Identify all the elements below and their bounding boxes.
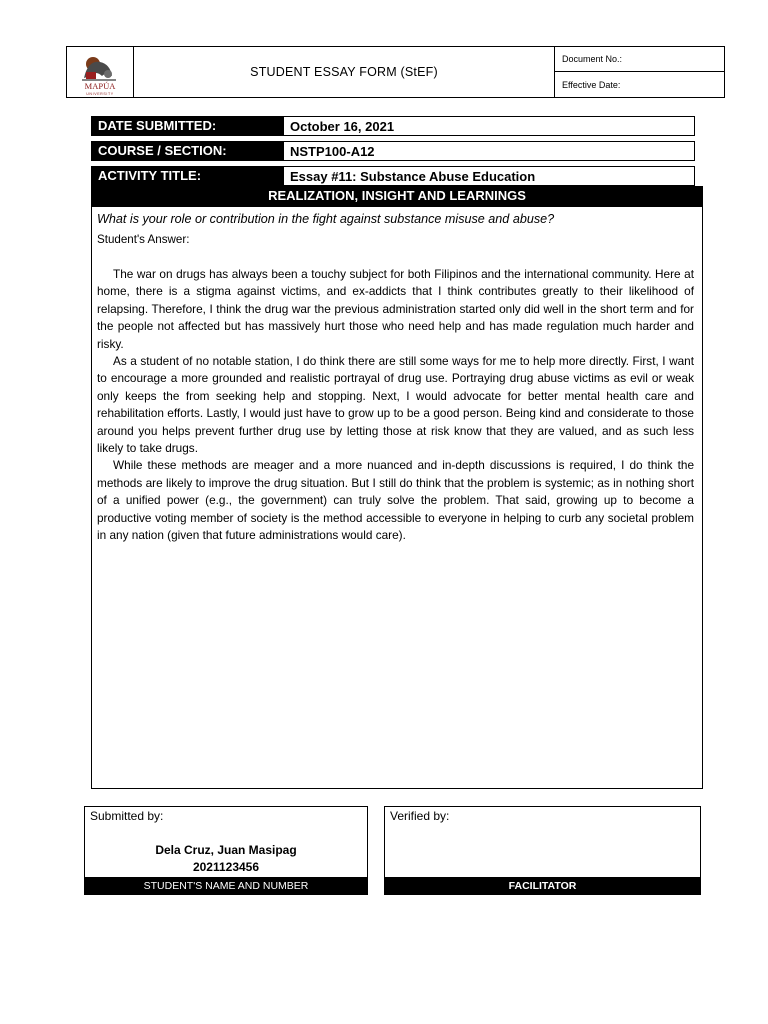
student-name: Dela Cruz, Juan Masipag	[155, 843, 297, 857]
essay-question: What is your role or contribution in the fight against substance misuse and abuse?	[97, 212, 555, 226]
form-title: STUDENT ESSAY FORM (StEF)	[250, 65, 438, 79]
logo-subtext: UNIVERSITY	[86, 92, 114, 96]
activity-title-label: ACTIVITY TITLE:	[91, 166, 284, 186]
seal-icon	[66, 46, 134, 98]
submitted-by-label: Submitted by:	[90, 809, 164, 823]
effective-date-label: Effective Date:	[562, 80, 621, 90]
document-no-label: Document No.:	[554, 46, 725, 72]
student-number: 2021123456	[192, 860, 260, 874]
logo-text: MAPÚA	[84, 81, 116, 91]
essay-paragraph: While these methods are meager and a more nuanced and in-depth discussions is required, I do think the methods are likely to improve the drug situation. But I still do think that the problem is systemic; as in nothing short of a unified power (e.g., the government) can truly solve the problem. That said, growing up to become a productive voting member of society is the method accessible to everyone in helping to curb any societal problem in any nation (given that future administrations would care).	[97, 458, 694, 543]
date-submitted-label: DATE SUBMITTED:	[91, 116, 284, 136]
course-section-label: COURSE / SECTION:	[91, 141, 284, 161]
essay-paragraph: The war on drugs has always been a touchy subject for both Filipinos and the international community. Here at home, there is a stigma against victims, and ex-addicts that I think contributes greatly to their likelihood of relapsing. Therefore, I think the drug war the previous administration started only did well in the short term and for the people not affected but has massively hurt those who need help and has made regulation much harder and risky.	[97, 267, 694, 351]
section-banner: REALIZATION, INSIGHT AND LEARNINGS	[91, 186, 703, 206]
activity-title-value: Essay #11: Substance Abuse Education	[283, 166, 695, 186]
verified-by-label: Verified by:	[390, 809, 450, 823]
essay-paragraph: As a student of no notable station, I do think there are still some ways for me to help more directly. First, I want to encourage a more grounded and realistic portrayal of drug use. Portraying drug abuse victims as evil or weak only keeps the from seeking help and stopping. Next, I would advocate for better mental health care and rehabilitation efforts. Lastly, I would just have to grow up to be a good person. Being kind and considerate to those around you helps prevent further drug use by letting those at risk know that they are valued, and as such less likely to take drugs.	[97, 354, 694, 456]
course-section-value: NSTP100-A12	[283, 141, 695, 161]
student-name-number-footer: STUDENT'S NAME AND NUMBER	[84, 877, 368, 895]
student-answer-label: Student's Answer:	[97, 233, 190, 246]
essay-body	[97, 266, 694, 545]
date-submitted-value: October 16, 2021	[283, 116, 695, 136]
university-logo	[66, 46, 134, 98]
facilitator-footer: FACILITATOR	[384, 877, 701, 895]
